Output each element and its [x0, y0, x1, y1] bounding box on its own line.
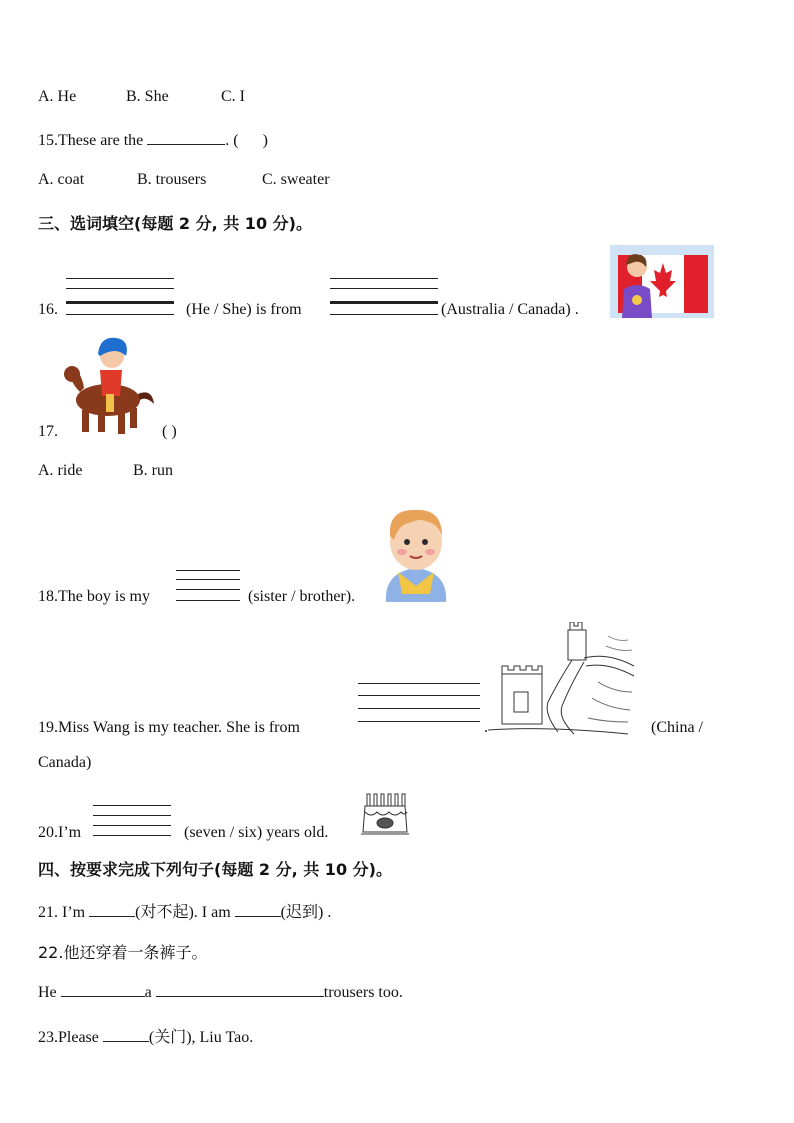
q14-option-c: C. I — [221, 88, 245, 105]
q22-blank-1[interactable] — [61, 982, 145, 997]
q15-options — [38, 171, 330, 189]
q22-blank-2[interactable] — [156, 982, 324, 997]
q19-dot: . — [484, 719, 488, 736]
section-4-heading: 四、按要求完成下列句子(每题 2 分, 共 10 分)。 — [38, 860, 392, 879]
q19-text: 19.Miss Wang is my teacher. She is from — [38, 719, 300, 736]
section-3-heading: 三、选词填空(每题 2 分, 共 10 分)。 — [38, 214, 312, 233]
q23-part-a: 23.Please — [38, 1029, 99, 1046]
q15-option-a: A. coat — [38, 171, 85, 188]
canada-boy-illustration — [610, 245, 714, 318]
q18-text: 18.The boy is my — [38, 588, 150, 605]
q22-part-c: trousers too. — [323, 984, 403, 1001]
q23-question — [38, 1024, 253, 1047]
q22-part-b: a — [144, 984, 152, 1001]
q17-number: 17. — [38, 423, 58, 440]
horse-rider-illustration — [60, 330, 160, 440]
q15-blank[interactable] — [147, 130, 225, 145]
q22-part-a: He — [38, 984, 57, 1001]
q17-options — [38, 462, 173, 480]
q17-option-b: B. run — [133, 462, 173, 479]
q15-option-c: C. sweater — [262, 171, 330, 188]
q18-end: (sister / brother). — [248, 588, 356, 605]
q16-blank-2[interactable] — [330, 278, 438, 318]
q23-part-b: (关门), Liu Tao. — [148, 1029, 254, 1046]
q15-tail: . ( — [225, 132, 239, 149]
q19-end-2: Canada) — [38, 754, 92, 771]
q14-options — [38, 88, 245, 106]
q21-question — [38, 899, 331, 922]
boy-portrait-illustration — [380, 502, 452, 604]
q19-blank[interactable] — [358, 683, 480, 725]
q14-option-b: B. She — [126, 88, 169, 105]
q15-text: 15.These are the — [38, 132, 144, 149]
q23-blank[interactable] — [103, 1027, 149, 1042]
q16-blank-1[interactable] — [66, 278, 174, 318]
q15-option-b: B. trousers — [137, 171, 207, 188]
q17-option-a: A. ride — [38, 462, 83, 479]
q15-question — [38, 130, 268, 150]
q21-part-b: (对不起). I am — [135, 904, 231, 921]
q20-blank[interactable] — [93, 805, 171, 837]
q22-chinese: 22.他还穿着一条裤子。 — [38, 943, 208, 962]
great-wall-illustration — [488, 622, 636, 736]
q15-paren-close: ) — [262, 132, 268, 149]
q17-answer-parens[interactable]: ( ) — [162, 423, 177, 440]
q14-option-a: A. He — [38, 88, 77, 105]
q21-blank-1[interactable] — [89, 902, 135, 917]
q21-part-a: 21. I’m — [38, 904, 86, 921]
q16-end: (Australia / Canada) . — [441, 301, 579, 318]
birthday-cake-illustration — [361, 790, 409, 836]
q19-end: (China / — [651, 719, 703, 736]
q22-english — [38, 982, 403, 1002]
q21-blank-2[interactable] — [235, 902, 281, 917]
q20-end: (seven / six) years old. — [184, 824, 329, 841]
q16-number: 16. — [38, 301, 58, 318]
q20-text: 20.I’m — [38, 824, 82, 841]
q21-part-c: (迟到) . — [280, 904, 332, 921]
q18-blank[interactable] — [176, 570, 240, 604]
q16-middle: (He / She) is from — [186, 301, 302, 318]
